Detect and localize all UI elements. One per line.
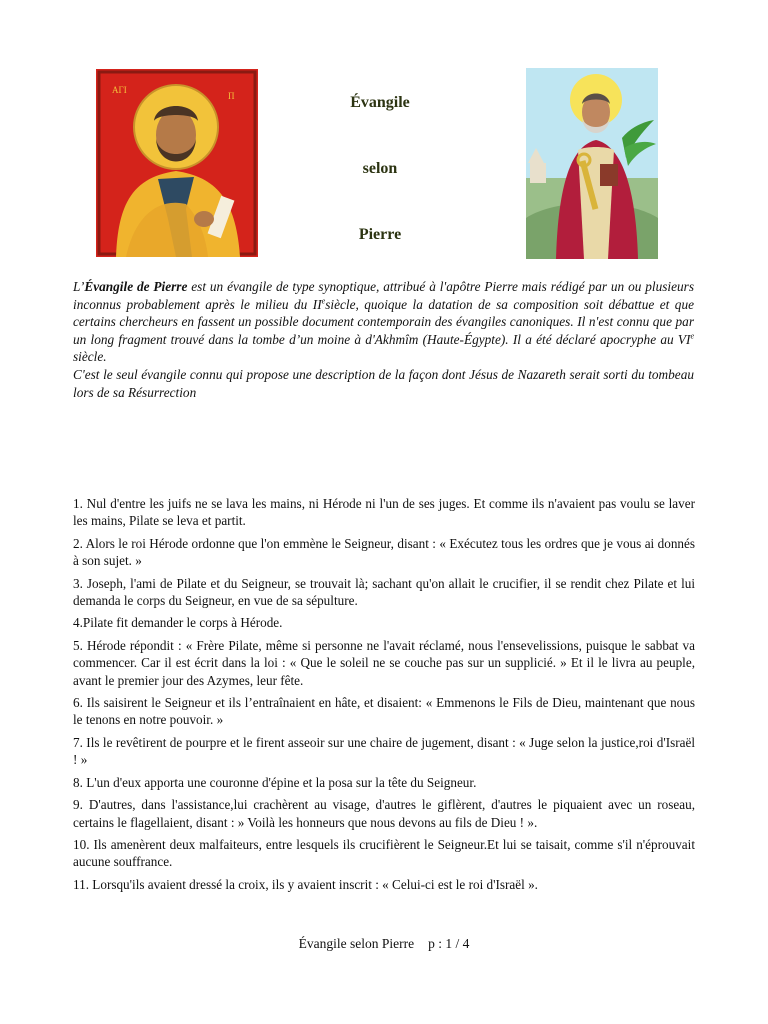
svg-text:Π: Π [228,91,235,101]
saint-peter-icon-svg [96,69,258,257]
verses-list [73,495,695,898]
intro-lead: L’ [73,279,85,294]
title-line-2: selon [362,160,398,177]
document-title [300,88,460,286]
verse-2: 2. Alors le roi Hérode ordonne que l'on emmène le Seigneur, disant : « Exécutez tous les ordres que je vous ai donnés à son sujet. » [73,535,695,569]
verse-8: 8. L'un d'eux apporta une couronne d'épine et la posa sur la tête du Seigneur. [73,774,477,790]
intro-text-2: C'est le seul évangile connu qui propose une description de la façon dont Jésus de Nazareth serait sorti du tombeau lors de sa Résurrection [73,366,694,400]
intro-part-b: est un évangile de type synoptique, attribué à l'apôtre Pierre mais rédigé par un ou plusieurs inconnus probablement après le milieu du II [73,279,695,312]
intro-bold-title: Évangile de Pierre [84,279,188,294]
verse-9: 9. D'autres, dans l'assistance,lui crachèrent au visage, d'autres le giflèrent, d'autres le piquaient avec un roseau, certains le flagellaient, disant : » Voilà les honneurs que nous devons au fils de Dieu ! ». [73,797,695,830]
verse-7: 7. Ils le revêtirent de pourpre et le firent asseoir sur une chaire de jugement, disant : « Juge selon la justice,roi d'Israël ! » [73,734,695,768]
footer-title: Évangile selon Pierre [298,936,415,951]
saint-peter-keys-svg [526,68,658,259]
title-line-1: Évangile [350,94,410,111]
page-footer [0,936,768,952]
svg-text:ΑΓΙ: ΑΓΙ [112,85,127,95]
verse-1: 1. Nul d'entre les juifs ne se lava les mains, ni Hérode ni l'un de ses juges. Et comme ils n'avaient pas voulu se laver les mains, Pilate se leva et partit. [73,496,695,529]
intro-text-1 [73,278,694,366]
title-line-3: Pierre [358,226,402,243]
century-sup-1: e [321,296,326,306]
saint-peter-icon-painting [96,69,258,257]
verse-3: 3. Joseph, l'ami de Pilate et du Seigneur, se trouvait là; sachant qu'on allait le crucifier, il se rendit chez Pilate et lui demanda le corps du Seigneur, en vue de sa sépulture. [73,575,695,609]
verse-5: 5. Hérode répondit : « Frère Pilate, même si personne ne l'avait réclamé, nous l'ensevelissions, puisque le sabbat va commencer. Car il est écrit dans la loi : « Que le soleil ne se couche pas sur un supplicié. » Et il le livra au peuple, avant le premier jour des Azymes, leur fête. [73,637,695,688]
verse-6: 6. Ils saisirent le Seigneur et ils l’entraînaient en hâte, et disaient: « Emmenons le Fils de Dieu, maintenant que nous le tenons en notre pouvoir. » [73,695,695,728]
intro-part-d: siècle. [73,349,107,365]
verse-11: 11. Lorsqu'ils avaient dressé la croix, ils y avaient inscrit : « Celui-ci est le roi d'Israël ». [73,876,538,892]
intro-paragraph [73,278,694,401]
verse-10: 10. Ils amenèrent deux malfaiteurs, entre lesquels ils crucifièrent le Seigneur.Et lui se taisait, comme s'il n'éprouvait aucune souffrance. [73,836,695,870]
page-number: p : 1 / 4 [428,936,470,951]
saint-peter-with-keys-painting [526,68,658,259]
verse-4: 4.Pilate fit demander le corps à Hérode. [73,615,283,631]
century-sup-2: e [690,331,694,341]
intro-part-c: siècle, quoique la datation de sa composition soit débattue et que certains chercheurs en fassent un possible document contemporain des évangiles canoniques. Il n'est connu que par un long fragment trouvé dans la tombe d’un moine à d'Akhmîm (Haute-Égypte). Il a été déclaré apocryphe au VI [73,296,695,347]
